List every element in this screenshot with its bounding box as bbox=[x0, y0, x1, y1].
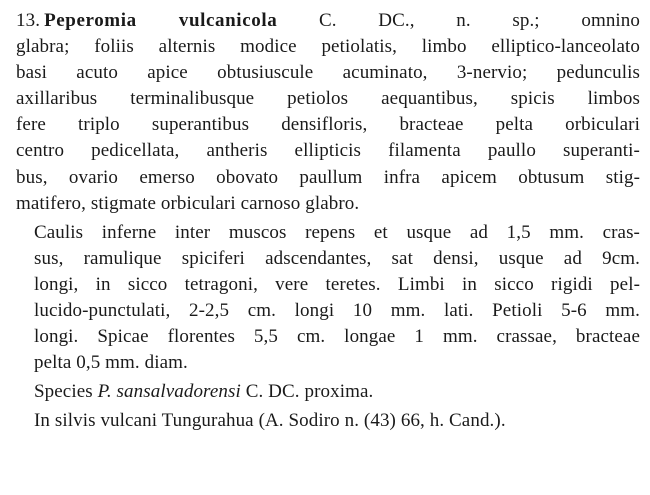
diagnosis-line-6: bus, ovario emerso obovato paullum infra apicem obtusum stig- bbox=[16, 166, 640, 188]
diagnosis-line-4: fere triplo superantibus densifloris, bracteae pelta orbiculari bbox=[16, 114, 640, 136]
affinity-prefix: Species bbox=[34, 381, 98, 403]
species-affinity bbox=[16, 379, 640, 405]
affinity-species: P. sansalvadorensi bbox=[97, 381, 241, 403]
species-locality bbox=[16, 408, 640, 434]
diagnosis-line-3: axillaribus terminalibusque petiolos aequantibus, spicis limbos bbox=[16, 88, 640, 110]
species-description bbox=[16, 220, 640, 377]
description-line-5: pelta 0,5 mm. diam. bbox=[34, 352, 188, 374]
description-line-4: longi. Spicae florentes 5,5 cm. longae 1 mm. crassae, bracteae bbox=[34, 326, 640, 348]
description-line-1: sus, ramulique spiciferi adscendantes, sat densi, usque ad 9cm. bbox=[34, 247, 640, 269]
species-name: Peperomia vulcanicola bbox=[44, 10, 278, 31]
description-line-0: Caulis inferne inter muscos repens et usque ad 1,5 mm. cras- bbox=[34, 221, 640, 243]
entry-number: 13. bbox=[16, 10, 41, 31]
species-diagnosis bbox=[16, 8, 640, 217]
diagnosis-line-7: matifero, stigmate orbiculari carnoso glabro. bbox=[16, 192, 360, 214]
diagnosis-line-5: centro pedicellata, antheris ellipticis filamenta paullo superanti- bbox=[16, 140, 640, 162]
diagnosis-text: C. DC., n. sp.; omnino bbox=[277, 10, 640, 31]
affinity-suffix: C. DC. proxima. bbox=[240, 381, 374, 403]
diagnosis-line-1: glabra; foliis alternis modice petiolatis, limbo elliptico-lanceolato bbox=[16, 36, 640, 58]
diagnosis-line-2: basi acuto apice obtusiuscule acuminato, 3-nervio; pedunculis bbox=[16, 62, 640, 84]
diagnosis-line-0 bbox=[16, 8, 640, 34]
description-line-2: longi, in sicco tetragoni, vere teretes. Limbi in sicco rigidi pel- bbox=[34, 273, 640, 295]
locality-text: In silvis vulcani Tungurahua (A. Sodiro n. (43) 66, h. Cand.). bbox=[34, 410, 506, 432]
description-line-3: lucido-punctulati, 2-2,5 cm. longi 10 mm. lati. Petioli 5-6 mm. bbox=[34, 300, 640, 322]
